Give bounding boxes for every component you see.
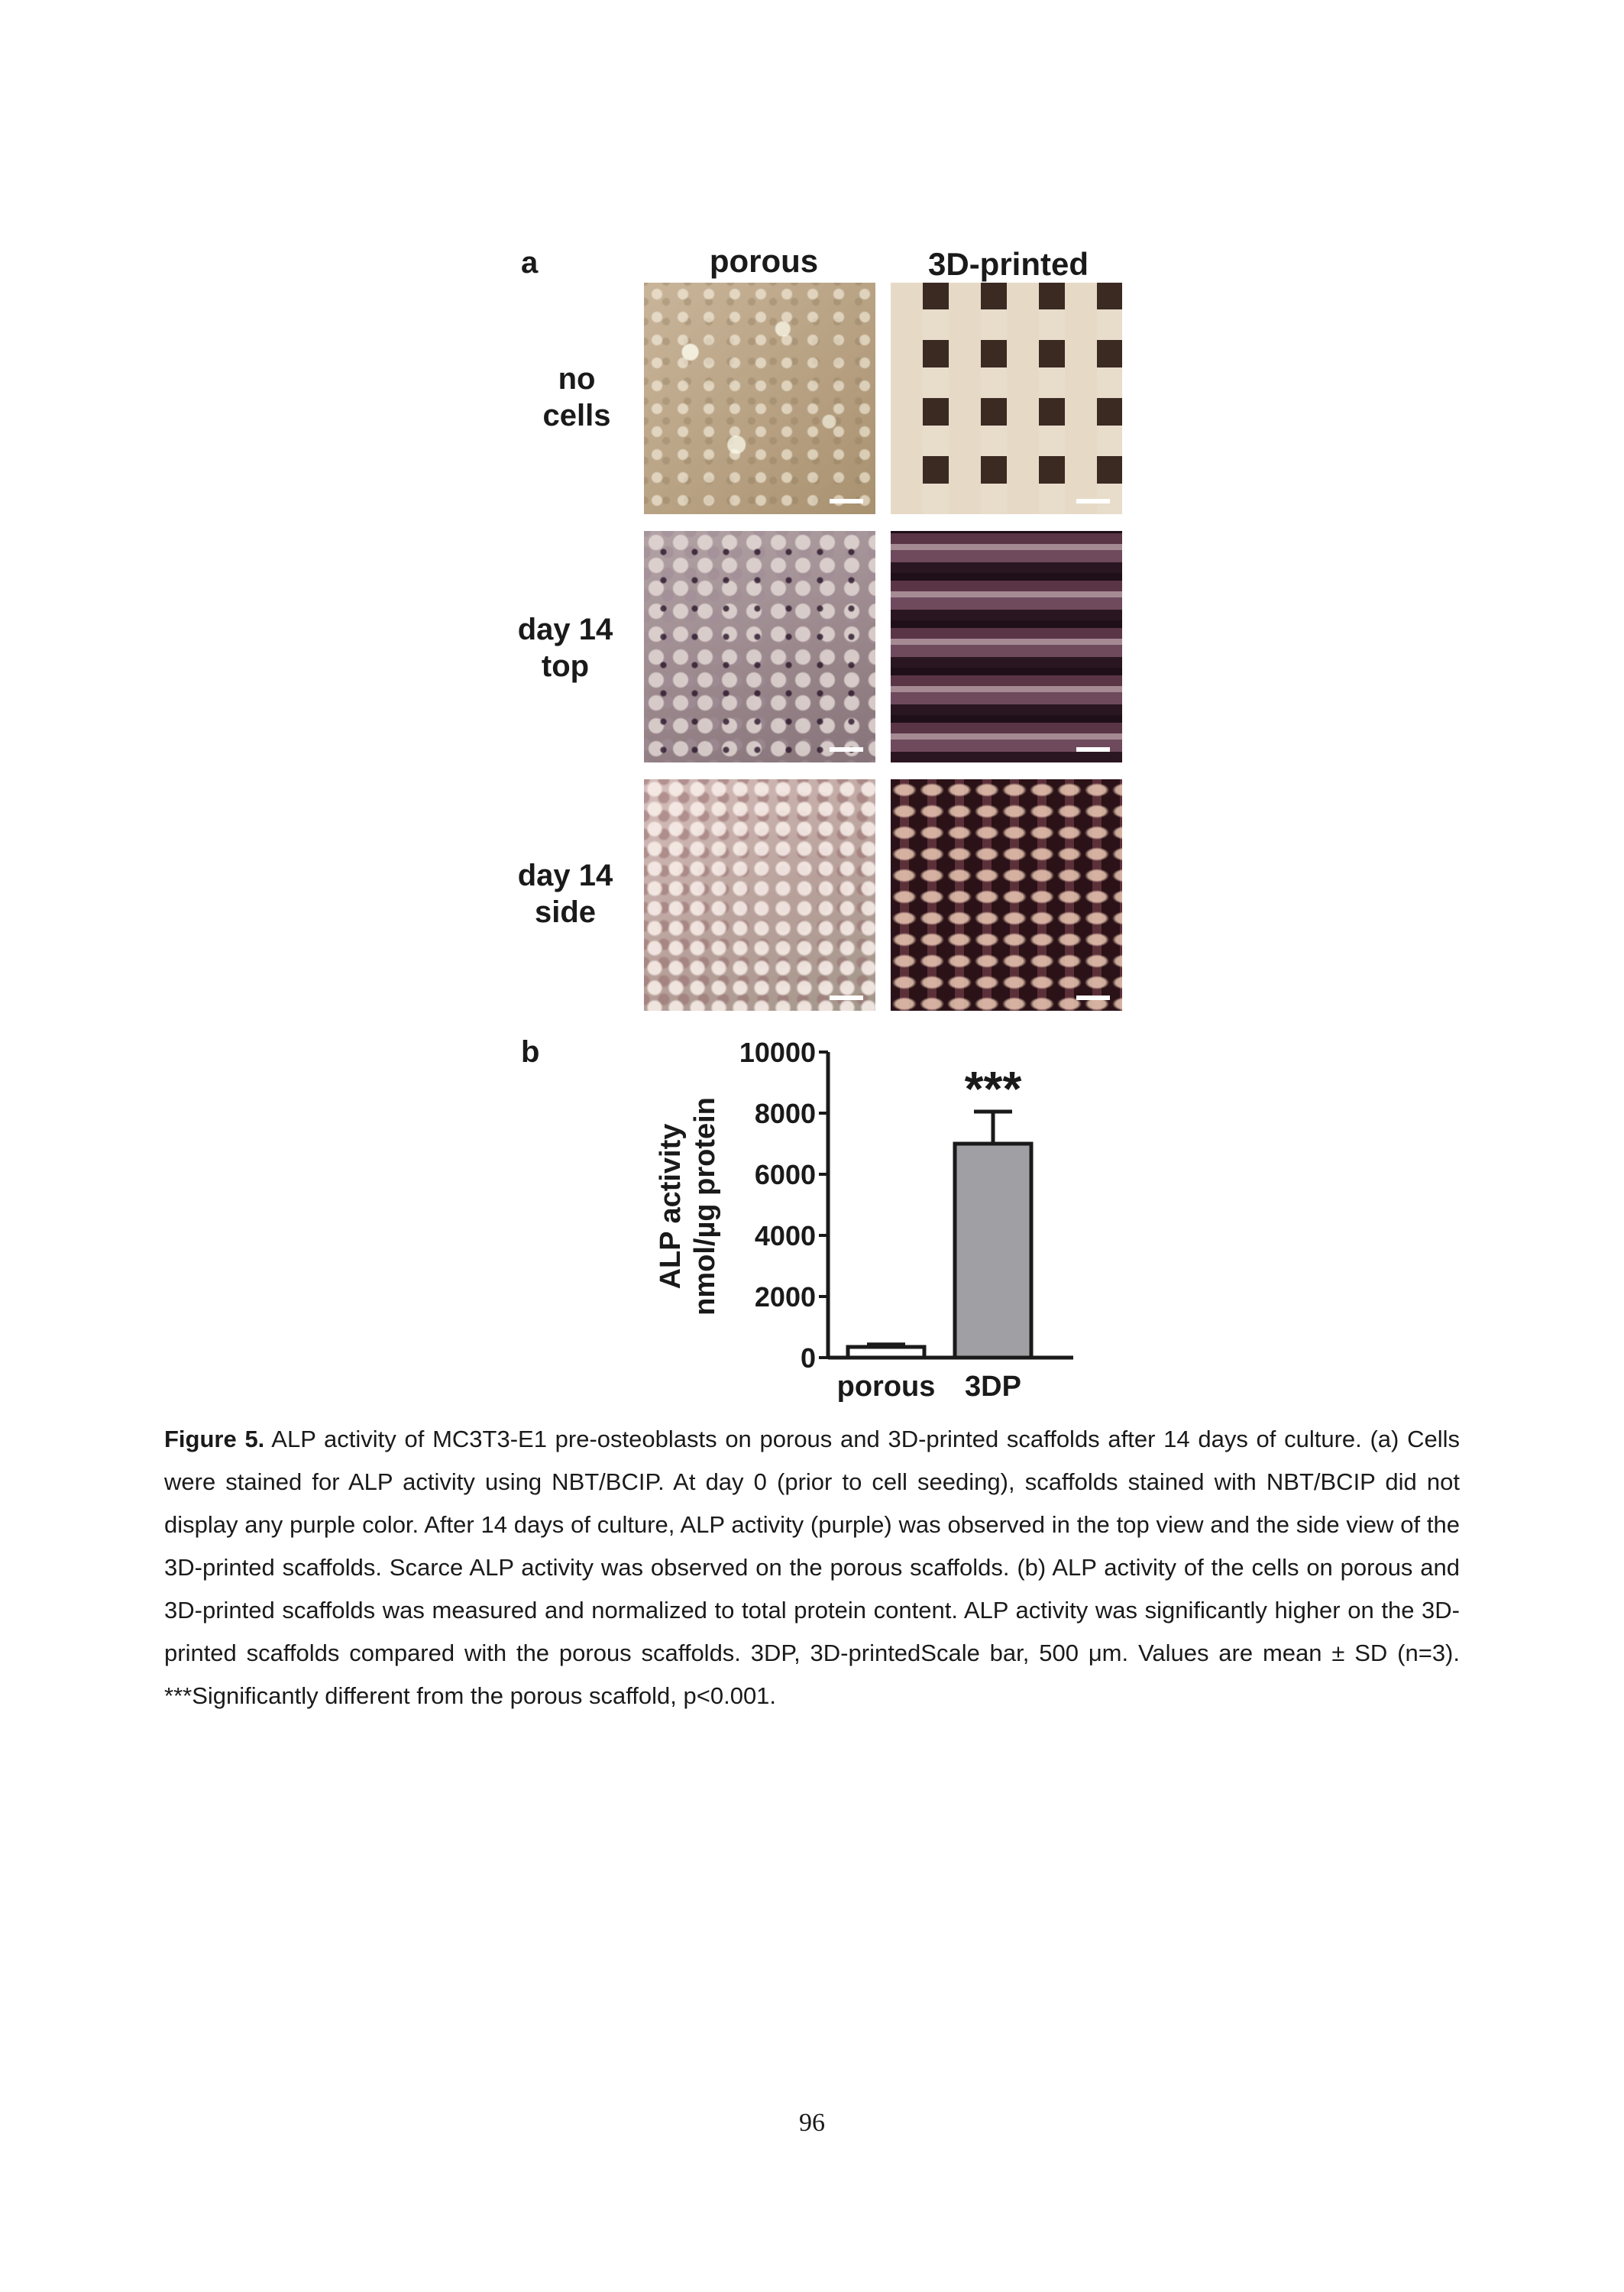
scale-bar bbox=[830, 499, 863, 503]
column-header-porous: porous bbox=[709, 243, 819, 279]
photo-3d-printed-no-cells bbox=[891, 283, 1122, 514]
photo-porous-no-cells bbox=[644, 283, 875, 514]
significance-annotation: *** bbox=[964, 1061, 1022, 1116]
y-tick-label: 8000 bbox=[754, 1098, 816, 1129]
row-label-line2: cells bbox=[542, 399, 611, 432]
y-axis-label-line1: ALP activity bbox=[655, 1123, 687, 1290]
panel-b-letter: b bbox=[521, 1035, 540, 1069]
row-label-line1: day 14 bbox=[517, 613, 613, 646]
page-number: 96 bbox=[799, 2109, 825, 2137]
y-tick-label: 10000 bbox=[739, 1037, 816, 1068]
x-tick-label: porous bbox=[836, 1371, 936, 1403]
photo-3d-printed-day14-side bbox=[891, 779, 1122, 1011]
y-tick-label: 6000 bbox=[754, 1159, 816, 1190]
scale-bar bbox=[830, 995, 863, 1000]
caption-label: Figure 5. bbox=[164, 1426, 265, 1452]
row-label-line2: top bbox=[541, 649, 590, 683]
y-axis-label-line2: nmol/µg protein bbox=[689, 1097, 721, 1316]
y-tick-label: 2000 bbox=[754, 1281, 816, 1313]
photo-porous-day14-top bbox=[644, 531, 875, 762]
scale-bar bbox=[1076, 747, 1110, 752]
row-label-day14-top bbox=[489, 611, 642, 685]
column-header-3d-printed: 3D-printed bbox=[928, 246, 1089, 282]
y-tick-label: 4000 bbox=[754, 1220, 816, 1251]
bar-3dp bbox=[955, 1144, 1031, 1358]
row-label-no-cells bbox=[500, 361, 653, 434]
x-tick-label: 3DP bbox=[965, 1371, 1021, 1403]
figure-caption bbox=[164, 1418, 1460, 1717]
photo-3d-printed-day14-top bbox=[891, 531, 1122, 762]
bar-porous bbox=[848, 1347, 924, 1358]
y-tick-label: 0 bbox=[800, 1342, 816, 1374]
caption-text: ALP activity of MC3T3-E1 pre-osteoblasts on porous and 3D-printed scaffolds after 14 days of culture. (a) Cells were stained for ALP activity using NBT/BCIP. At day 0 (prior to cell seeding), scaffolds stained with NBT/BCIP did not display any purple color. After 14 days of culture, ALP activity (purple) was observed in the top view and the side view of the 3D-printed scaffolds. Scarce ALP activity was observed on the porous scaffolds. (b) ALP activity of the cells on porous and 3D-printed scaffolds was measured and normalized to total protein content. ALP activity was significantly higher on the 3D-printed scaffolds compared with the porous scaffolds. 3DP, 3D-printedScale bar, 500 μm. Values are mean ± SD (n=3). ***Significantly different from the porous scaffold, p<0.001. bbox=[164, 1426, 1460, 1709]
row-label-day14-side bbox=[489, 857, 642, 931]
row-label-line2: side bbox=[534, 895, 597, 929]
scale-bar bbox=[830, 747, 863, 752]
row-label-line1: no bbox=[558, 362, 596, 396]
photo-porous-day14-side bbox=[644, 779, 875, 1011]
alp-bar-chart bbox=[642, 1024, 1100, 1421]
panel-a-letter: a bbox=[521, 246, 539, 280]
scale-bar bbox=[1076, 995, 1110, 1000]
row-label-line1: day 14 bbox=[517, 859, 613, 892]
scale-bar bbox=[1076, 499, 1110, 503]
